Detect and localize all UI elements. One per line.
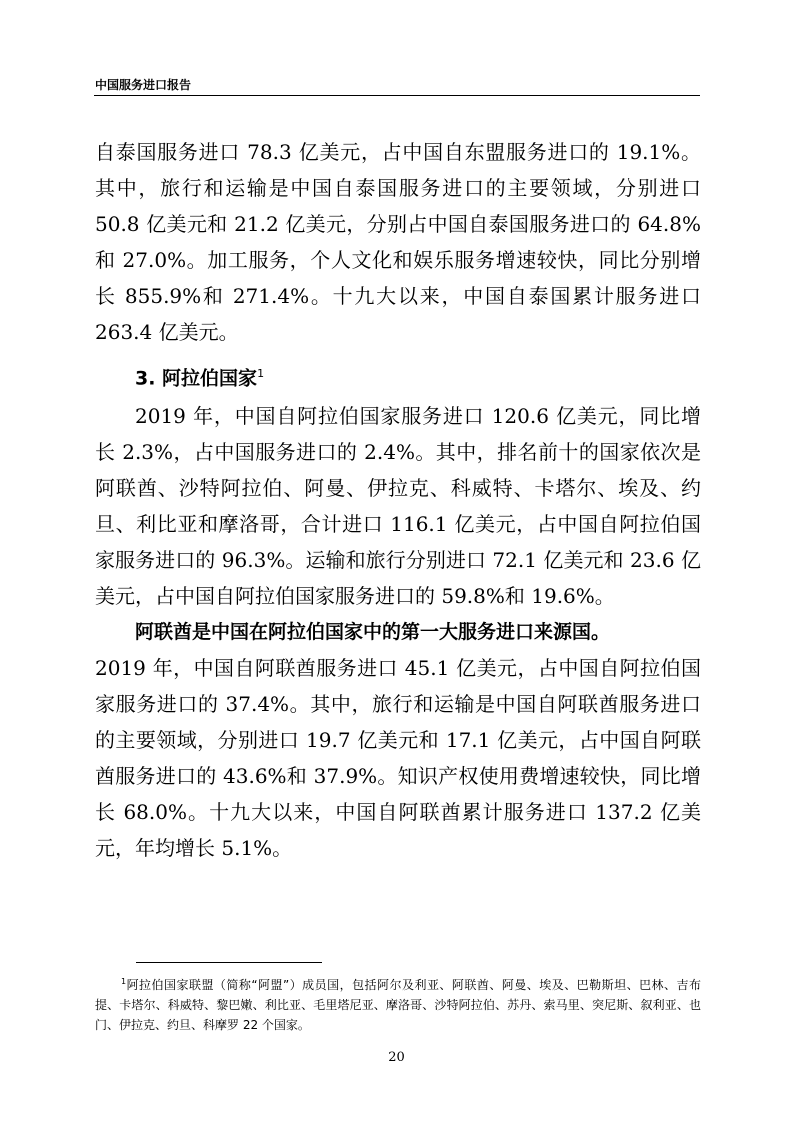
paragraph-lead-uae: 阿联酋是中国在阿拉伯国家中的第一大服务进口来源国。 xyxy=(135,621,611,644)
footnote xyxy=(95,972,701,1035)
header-rule xyxy=(94,95,700,96)
running-header: 中国服务进口报告 xyxy=(95,78,192,92)
paragraph-uae: 2019 年，中国自阿联酋服务进口 45.1 亿美元，占中国自阿拉伯国家服务进口的 37.4%。其中，旅行和运输是中国自阿联酋服务进口的主要领域，分别进口 19.7 亿美元和 17.1 亿美元，占中国自阿联酋服务进口的 43.6%和 37.9%。知识产权使用费增速较快，同比增长 68.0%。十九大以来，中国自阿联酋累计服务进口 137.2 亿美元，年均增长 5.1%。 xyxy=(95,656,701,861)
section-heading-title: 3. 阿拉伯国家 xyxy=(135,367,258,390)
footnote-mark: 1 xyxy=(121,977,127,986)
footnote-rule xyxy=(136,962,322,963)
page-number: 20 xyxy=(388,1050,405,1065)
footnote-text: 阿拉伯国家联盟（简称“阿盟”）成员国，包括阿尔及利亚、阿联酋、阿曼、埃及、巴勒斯坦、巴林、吉布提、卡塔尔、科威特、黎巴嫩、利比亚、毛里塔尼亚、摩洛哥、沙特阿拉伯、苏丹、索马里、突尼斯、叙利亚、也门、伊拉克、约旦、科摩罗 22 个国家。 xyxy=(95,978,701,1032)
body-text xyxy=(95,134,701,866)
section-heading xyxy=(135,356,701,396)
paragraph-arab-states: 2019 年，中国自阿拉伯国家服务进口 120.6 亿美元，同比增长 2.3%，占中国服务进口的 2.4%。其中，排名前十的国家依次是阿联酋、沙特阿拉伯、阿曼、伊拉克、科威特、卡塔尔、埃及、约旦、利比亚和摩洛哥，合计进口 116.1 亿美元，占中国自阿拉伯国家服务进口的 96.3%。运输和旅行分别进口 72.1 亿美元和 23.6 亿美元，占中国自阿拉伯国家服务进口的 59.8%和 19.6%。 xyxy=(95,404,701,609)
paragraph-thailand: 自泰国服务进口 78.3 亿美元，占中国自东盟服务进口的 19.1%。其中，旅行和运输是中国自泰国服务进口的主要领域，分别进口 50.8 亿美元和 21.2 亿美元，分别占中国自泰国服务进口的 64.8% 和 27.0%。加工服务，个人文化和娱乐服务增速较快，同比分别增长 855.9%和 271.4%。十九大以来，中国自泰国累计服务进口 263.4 亿美元。 xyxy=(95,140,701,344)
footnote-reference[interactable]: 1 xyxy=(257,367,265,380)
